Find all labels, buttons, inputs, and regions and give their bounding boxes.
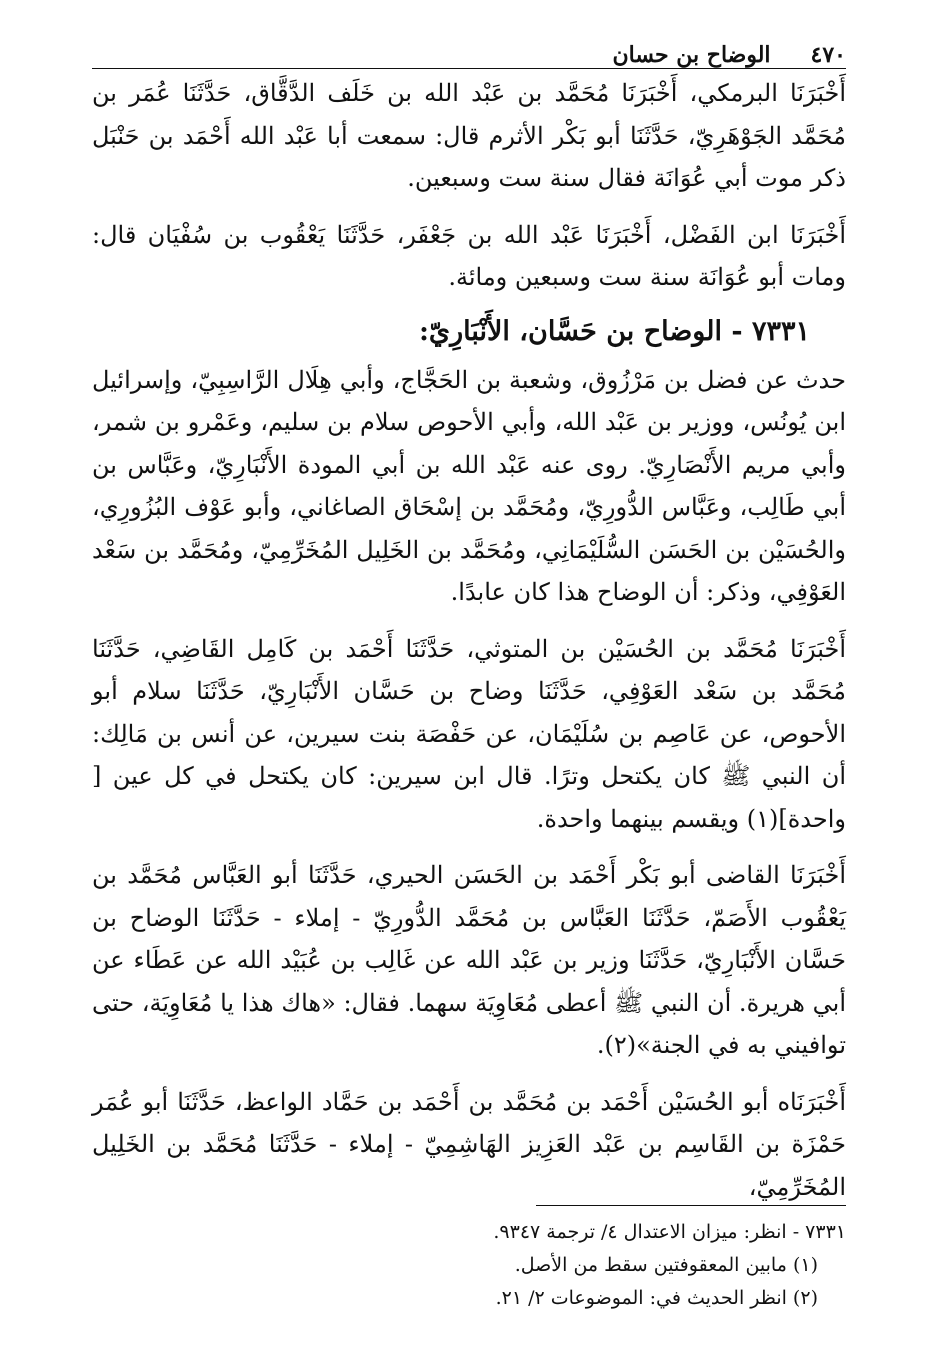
paragraph: أَخْبَرَنَا البرمكي، أَخْبَرَنَا مُحَمَّد بن عَبْد الله بن خَلَف الدَّقَّاق، حَدَّثَنَا عُمَر بن مُحَمَّد الجَوْهَرِيّ، حَدَّثَنَا أبو بَكْر الأثرم قال: سمعت أبا عَبْد الله أَحْمَد بن حَنْبَل ذكر موت أبي عُوَانَة فقال سنة ست وسبعين. xyxy=(92,79,846,192)
running-title: الوضاح بن حسان xyxy=(612,42,771,68)
footnote: ٧٣٣١ - انظر: ميزان الاعتدال ٤/ ترجمة ٩٣٤٧. xyxy=(493,1221,846,1243)
paragraph: أَخْبَرَنَا ابن الفَضْل، أَخْبَرَنَا عَبْد الله بن جَعْفَر، حَدَّثَنَا يَعْقُوب بن سُفْيَان قال: ومات أبو عُوَانَة سنة ست وسبعين ومائة. xyxy=(92,220,846,291)
paragraph: أَخْبَرَنَا القاضى أبو بَكْر أَحْمَد بن الحَسَن الحيري، حَدَّثَنَا أبو العَبَّاس مُحَمَّد بن يَعْقُوب الأَصَمّ، حَدَّثَنَا العَبَّاس بن مُحَمَّد الدُّورِيّ - إملاء - حَدَّثَنَا الوضاح بن حَسَّان الأَنْبَارِيّ، حَدَّثَنَا وزير بن عَبْد الله عن غَالِب بن عُبَيْد الله عن عَطَاء عن أبي هريرة. أن النبي ﷺ أعطى مُعَاوِيَة سهما. فقال: «هاك هذا يا مُعَاوِيَة، حتى توافيني به في الجنة»(٢). xyxy=(92,861,846,1059)
page-header xyxy=(92,34,846,68)
paragraph: أَخْبَرَنَاه أبو الحُسَيْن أَحْمَد بن مُحَمَّد بن أَحْمَد بن حَمَّاد الواعظ، حَدَّثَنَا أبو عُمَر حَمْزَة بن القَاسِم بن عَبْد العَزِيز الهَاشِمِيّ - إملاء - حَدَّثَنَا مُحَمَّد بن الخَلِيل المُخَرِّمِيّ، xyxy=(92,1087,846,1201)
main-text xyxy=(92,72,846,1208)
footnote-rule xyxy=(536,1205,846,1206)
footnote: (٢) انظر الحديث في: الموضوعات ٢/ ٢١. xyxy=(495,1287,818,1309)
entry-heading: ٧٣٣١ - الوضاح بن حَسَّان، الأَنْبَارِيّ: xyxy=(418,315,810,347)
page-number: ٤٧٠ xyxy=(810,42,846,68)
footnotes xyxy=(92,1216,846,1315)
paragraph: حدث عن فضل بن مَرْزُوق، وشعبة بن الحَجَّاج، وأبي هِلَال الرَّاسِبِيّ، وإسرائيل ابن يُونُس، ووزير بن عَبْد الله، وأبي الأحوص سلام بن سليم، وعَمْرو بن شمر، وأبي مريم الأَنْصَارِيّ. روى عنه عَبْد الله بن أبي المودة الأَنْبَارِيّ، وعَبَّاس بن أبي طَالِب، وعَبَّاس الدُّورِيّ، ومُحَمَّد بن إسْحَاق الصاغاني، وأبو عَوْف البُزُورِي، والحُسَيْن بن الحَسَن السُّلَيْمَانِي، ومُحَمَّد بن الخَلِيل المُخَرِّمِيّ، ومُحَمَّد بن سَعْد العَوْفِي، وذكر: أن الوضاح هذا كان عابدًا. xyxy=(92,365,846,606)
footnote: (١) مابين المعقوفتين سقط من الأصل. xyxy=(514,1254,818,1276)
paragraph: أَخْبَرَنَا مُحَمَّد بن الحُسَيْن بن المتوثي، حَدَّثَنَا أَحْمَد بن كَامِل القَاضِي، حَدَّثَنَا مُحَمَّد بن سَعْد العَوْفِي، حَدَّثَنَا وضاح بن حَسَّان الأَنْبَارِيّ، حَدَّثَنَا سلام أبو الأحوص، عن عَاصِم بن سُلَيْمَان، عن حَفْصَة بنت سيرين، عن أنس بن مَالِك: أن النبي ﷺ كان يكتحل وترًا. قال ابن سيرين: كان يكتحل في كل عين [ واحدة](١) ويقسم بينهما واحدة. xyxy=(92,634,846,833)
header-rule xyxy=(92,68,846,69)
